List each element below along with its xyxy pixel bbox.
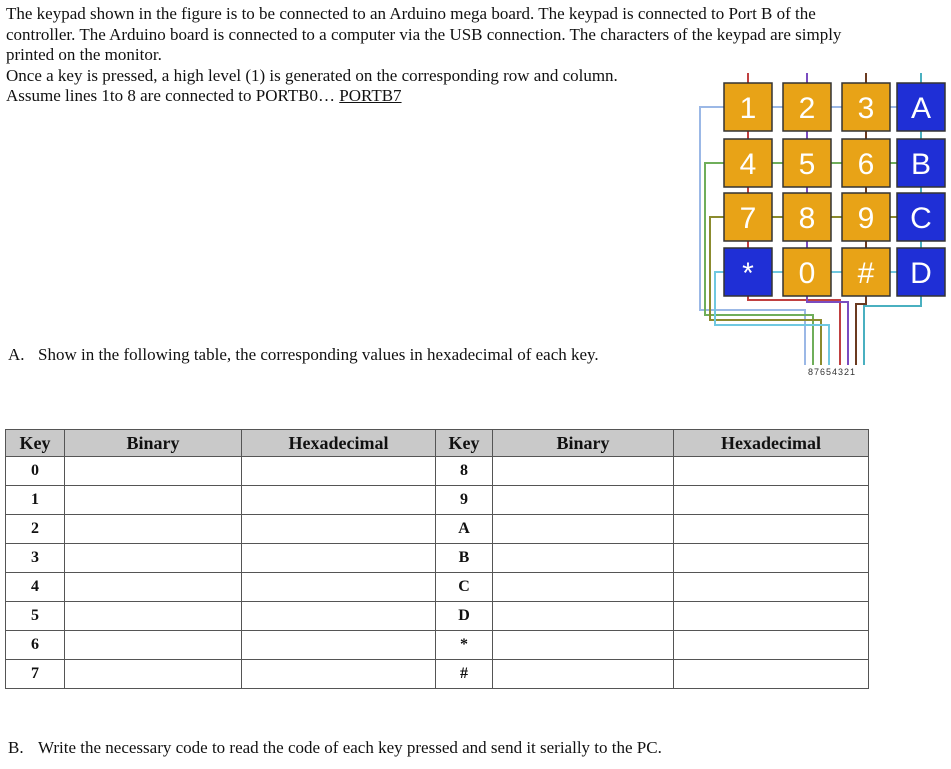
keypad-key-B <box>897 139 945 187</box>
key-cell-right: * <box>436 631 493 660</box>
binary-cell-left[interactable] <box>65 544 242 573</box>
intro-paragraph-1: The keypad shown in the figure is to be connected to an Arduino mega board. The keypad is connected to Port B of the controller. The Arduino board is connected to a computer via the USB connection. The characters of the keypad are simply printed on the monitor. <box>6 4 842 64</box>
binary-cell-right[interactable] <box>493 631 674 660</box>
keypad-keys <box>724 83 945 296</box>
table-row <box>6 602 869 631</box>
hex-cell-right[interactable] <box>674 457 869 486</box>
key-cell-left: 5 <box>6 602 65 631</box>
key-cell-right: 9 <box>436 486 493 515</box>
key-cell-right: D <box>436 602 493 631</box>
binary-cell-right[interactable] <box>493 515 674 544</box>
table-row <box>6 486 869 515</box>
hex-cell-left[interactable] <box>242 660 436 689</box>
keypad-key-1 <box>724 83 772 131</box>
binary-cell-right[interactable] <box>493 660 674 689</box>
header-binary-left: Binary <box>65 430 242 457</box>
question-b <box>8 738 662 758</box>
keypad-key-label: 1 <box>739 92 757 125</box>
key-code-table <box>5 429 869 689</box>
keypad-key-label: B <box>910 148 932 181</box>
portb7-underlined: PORTB7 <box>339 86 402 105</box>
keypad-key-5 <box>783 139 831 187</box>
binary-cell-left[interactable] <box>65 486 242 515</box>
binary-cell-left[interactable] <box>65 515 242 544</box>
keypad-key-4 <box>724 139 772 187</box>
hex-cell-left[interactable] <box>242 573 436 602</box>
table-row <box>6 573 869 602</box>
key-cell-left: 7 <box>6 660 65 689</box>
keypad-key-label: 0 <box>798 257 816 290</box>
key-cell-left: 3 <box>6 544 65 573</box>
table-row <box>6 660 869 689</box>
hex-cell-left[interactable] <box>242 457 436 486</box>
hex-cell-right[interactable] <box>674 602 869 631</box>
key-cell-left: 2 <box>6 515 65 544</box>
table-row <box>6 515 869 544</box>
table-body <box>6 457 869 689</box>
keypad-key-6 <box>842 139 890 187</box>
question-a-label: A. <box>8 345 25 364</box>
keypad-key-label: 2 <box>798 92 816 125</box>
keypad-key-hash <box>842 248 890 296</box>
key-cell-right: A <box>436 515 493 544</box>
binary-cell-left[interactable] <box>65 602 242 631</box>
binary-cell-right[interactable] <box>493 486 674 515</box>
key-cell-right: # <box>436 660 493 689</box>
keypad-key-7 <box>724 193 772 241</box>
key-cell-right: 8 <box>436 457 493 486</box>
hex-cell-left[interactable] <box>242 602 436 631</box>
binary-cell-right[interactable] <box>493 457 674 486</box>
hex-cell-right[interactable] <box>674 486 869 515</box>
hex-cell-left[interactable] <box>242 486 436 515</box>
keypad-key-D <box>897 248 945 296</box>
keypad-key-3 <box>842 83 890 131</box>
header-key-right: Key <box>436 430 493 457</box>
keypad-key-9 <box>842 193 890 241</box>
keypad-key-label: C <box>910 202 932 235</box>
binary-cell-left[interactable] <box>65 631 242 660</box>
pin-numbers-label: 87654321 <box>807 367 857 377</box>
table-row <box>6 631 869 660</box>
binary-cell-left[interactable] <box>65 457 242 486</box>
key-cell-left: 1 <box>6 486 65 515</box>
table-header-row <box>6 430 869 457</box>
keypad-key-label: 5 <box>798 148 816 181</box>
intro-line-assume: Assume lines 1to 8 are connected to PORTB0… <box>6 86 340 105</box>
keypad-key-label: A <box>910 92 932 125</box>
key-cell-right: B <box>436 544 493 573</box>
keypad-key-C <box>897 193 945 241</box>
question-b-text: Write the necessary code to read the code of each key pressed and send it serially to the PC. <box>38 738 662 757</box>
keypad-key-2 <box>783 83 831 131</box>
hex-cell-right[interactable] <box>674 631 869 660</box>
question-b-label: B. <box>8 738 24 757</box>
header-binary-right: Binary <box>493 430 674 457</box>
hex-cell-left[interactable] <box>242 631 436 660</box>
keypad-key-label: D <box>910 257 932 290</box>
table-row <box>6 544 869 573</box>
intro-line-high-level: Once a key is pressed, a high level (1) is generated on the corresponding row and column. <box>6 65 618 85</box>
keypad-key-A <box>897 83 945 131</box>
question-a-text: Show in the following table, the corresponding values in hexadecimal of each key. <box>38 345 599 364</box>
keypad-key-label: 4 <box>739 148 757 181</box>
keypad-key-label: 6 <box>857 148 875 181</box>
header-key-left: Key <box>6 430 65 457</box>
hex-cell-right[interactable] <box>674 544 869 573</box>
keypad-key-8 <box>783 193 831 241</box>
hex-cell-right[interactable] <box>674 573 869 602</box>
keypad-key-0 <box>783 248 831 296</box>
keypad-key-label: * <box>742 257 754 290</box>
hex-cell-right[interactable] <box>674 660 869 689</box>
binary-cell-left[interactable] <box>65 660 242 689</box>
keypad-key-label: 3 <box>857 92 875 125</box>
hex-cell-right[interactable] <box>674 515 869 544</box>
header-hex-left: Hexadecimal <box>242 430 436 457</box>
key-cell-left: 6 <box>6 631 65 660</box>
key-cell-left: 4 <box>6 573 65 602</box>
hex-cell-left[interactable] <box>242 515 436 544</box>
binary-cell-right[interactable] <box>493 573 674 602</box>
keypad-key-label: 7 <box>739 202 757 235</box>
key-cell-left: 0 <box>6 457 65 486</box>
keypad-key-star <box>724 248 772 296</box>
header-hex-right: Hexadecimal <box>674 430 869 457</box>
binary-cell-right[interactable] <box>493 544 674 573</box>
keypad-key-label: 9 <box>857 202 875 235</box>
keypad-key-label: 8 <box>798 202 816 235</box>
binary-cell-left[interactable] <box>65 573 242 602</box>
key-cell-right: C <box>436 573 493 602</box>
binary-cell-right[interactable] <box>493 602 674 631</box>
table-row <box>6 457 869 486</box>
keypad-key-label: # <box>857 257 875 290</box>
hex-cell-left[interactable] <box>242 544 436 573</box>
